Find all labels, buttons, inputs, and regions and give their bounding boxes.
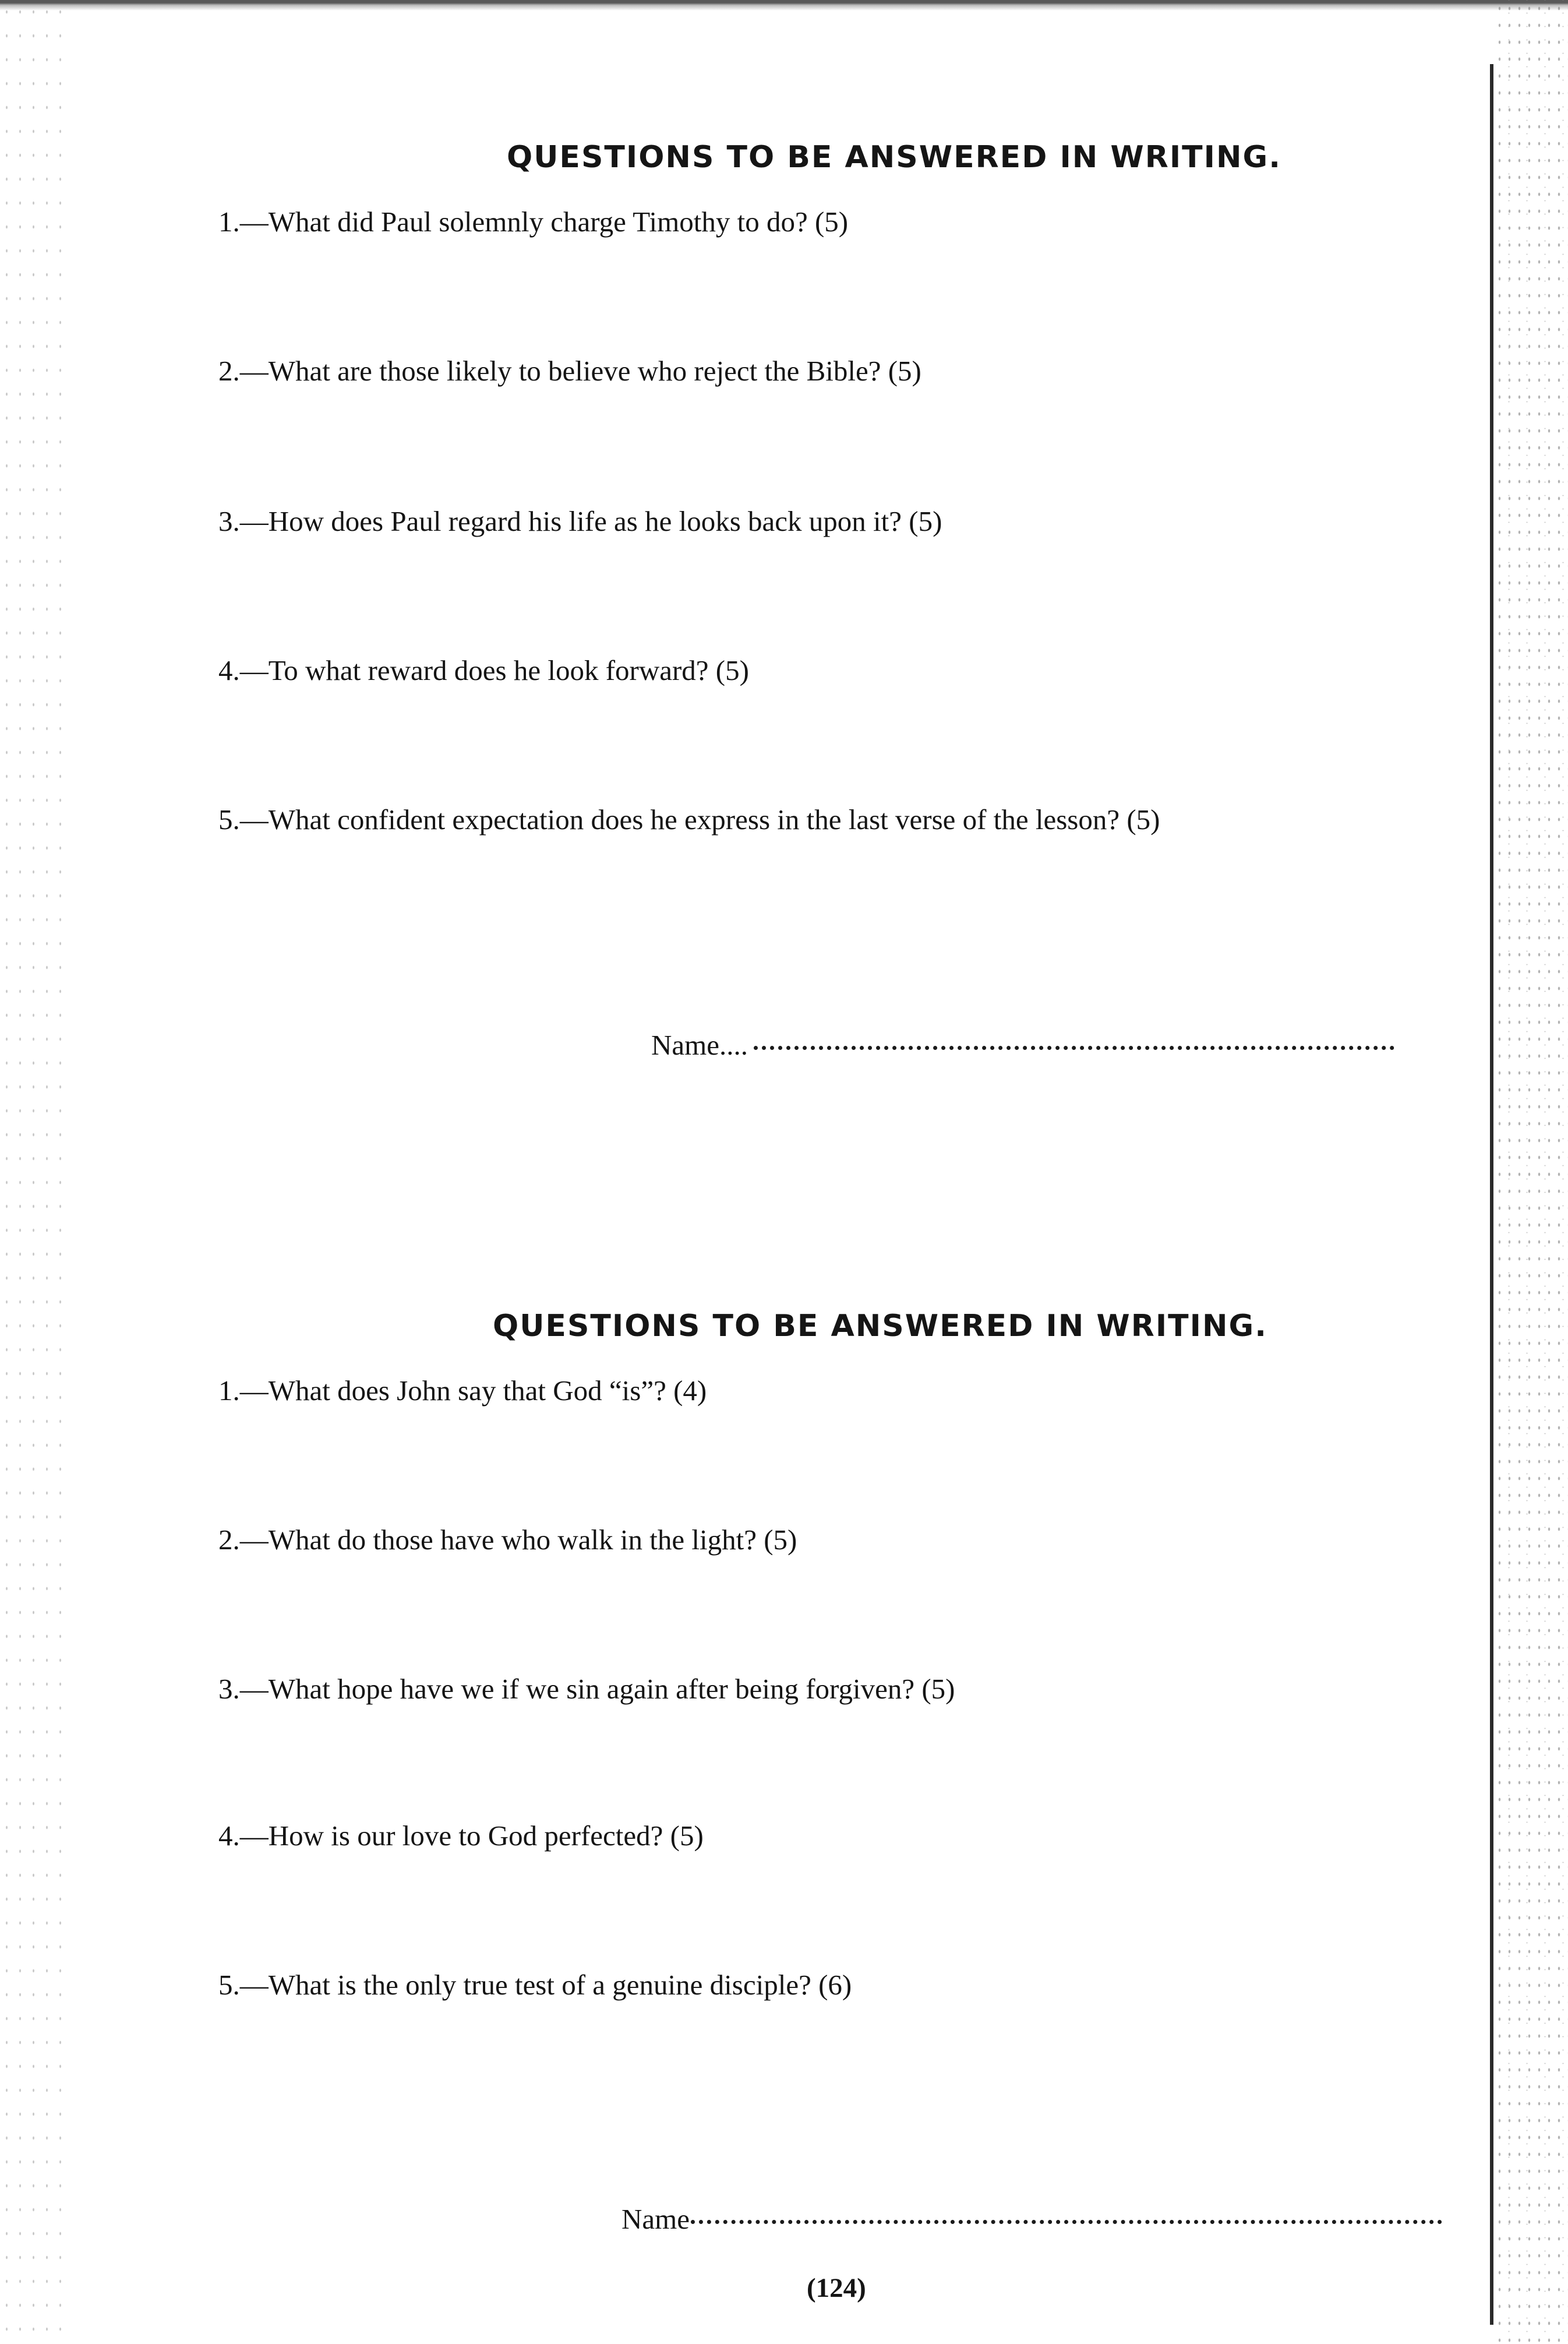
page-number: (124) bbox=[807, 2273, 866, 2303]
section-2-name-line bbox=[621, 2202, 1442, 2236]
section-2-name-label: Name bbox=[621, 2203, 690, 2235]
page-right-border bbox=[1490, 64, 1493, 2325]
section-1-question-3: 3.—How does Paul regard his life as he looks back upon it? (5) bbox=[218, 505, 942, 537]
section-2-question-5: 5.—What is the only true test of a genuine disciple? (6) bbox=[218, 1969, 852, 2001]
scan-right-speckle bbox=[1495, 0, 1568, 2344]
section-2-question-2: 2.—What do those have who walk in the light? (5) bbox=[218, 1524, 797, 1556]
section-1-heading: QUESTIONS TO BE ANSWERED IN WRITING. bbox=[507, 140, 1281, 175]
section-2-name-dots bbox=[691, 2220, 1442, 2224]
section-2-question-3: 3.—What hope have we if we sin again after being forgiven? (5) bbox=[218, 1673, 955, 1705]
section-1-question-4: 4.—To what reward does he look forward? (5) bbox=[218, 654, 749, 686]
section-2-heading: QUESTIONS TO BE ANSWERED IN WRITING. bbox=[493, 1309, 1267, 1344]
section-2-question-4: 4.—How is our love to God perfected? (5) bbox=[218, 1820, 704, 1852]
section-1-question-2: 2.—What are those likely to believe who reject the Bible? (5) bbox=[218, 355, 921, 387]
section-1-question-5: 5.—What confident expectation does he express in the last verse of the lesson? (5) bbox=[218, 803, 1160, 836]
scan-left-speckle bbox=[0, 0, 70, 2344]
section-1-name-line bbox=[651, 1028, 1394, 1062]
section-1-name-label: Name.... bbox=[651, 1029, 748, 1061]
section-1-name-dots bbox=[754, 1046, 1394, 1050]
section-1-question-1: 1.—What did Paul solemnly charge Timothy to do? (5) bbox=[218, 206, 849, 238]
scan-top-edge bbox=[0, 0, 1568, 10]
section-2-question-1: 1.—What does John say that God “is”? (4) bbox=[218, 1374, 707, 1407]
